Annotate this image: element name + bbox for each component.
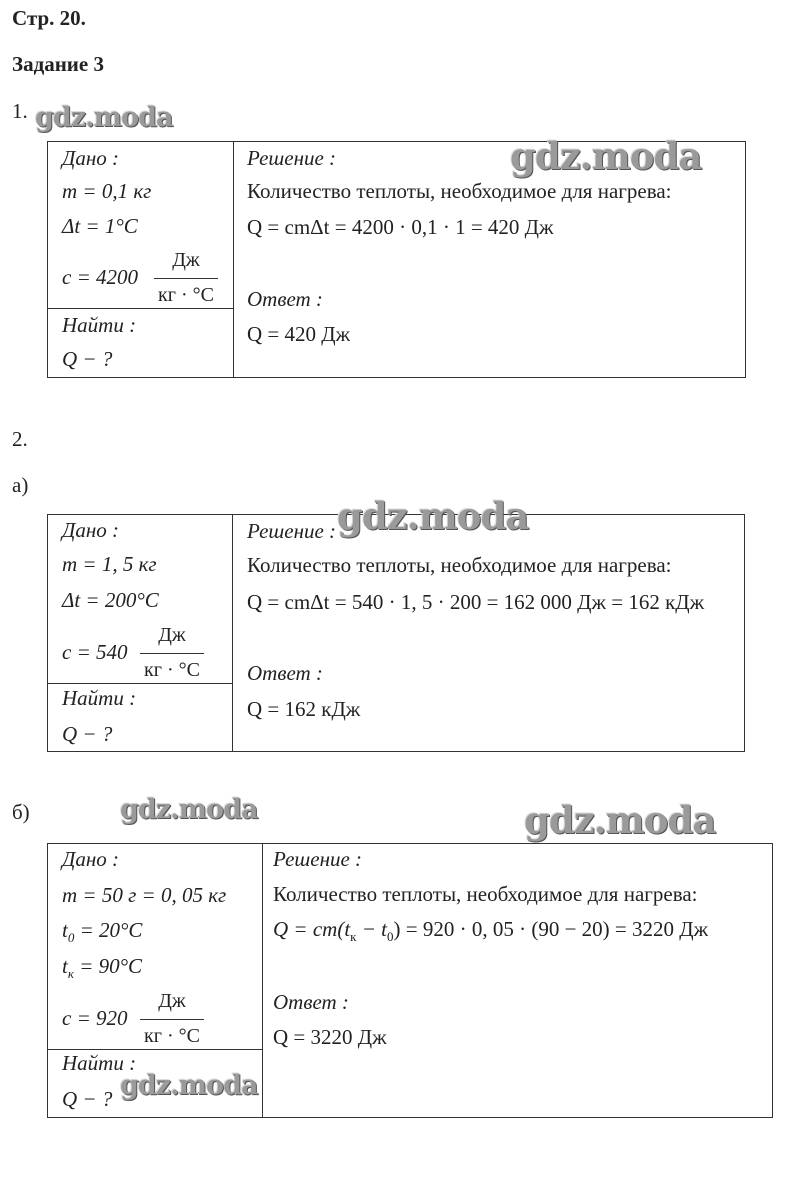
find-label: Найти : [62,313,137,337]
solution-text: Количество теплоты, необходимое для нагрева: [247,179,672,203]
solution-label: Решение : [247,519,337,543]
given-mass: m = 50 г = 0, 05 кг [62,883,227,907]
watermark: gdz.moda [120,794,258,825]
row-divider [48,683,233,684]
formula-sub: 0 [387,929,394,945]
task-title: Задание 3 [12,52,104,76]
answer-label: Ответ : [247,287,323,311]
find-q: Q − ? [62,722,113,746]
given-label: Дано : [62,847,120,871]
watermark: gdz.moda [120,1070,258,1101]
unit-denominator: кг · °C [144,1025,200,1047]
given-c: c = 920 [62,1006,128,1030]
watermark: gdz.moda [524,798,716,842]
solution-formula: Q = cmΔt = 540 · 1, 5 · 200 = 162 000 Дж = 162 кДж [247,590,705,614]
row-divider [48,308,234,309]
watermark: gdz.moda [337,494,529,538]
watermark: gdz.moda [35,102,173,133]
problem-2a-table [47,514,745,752]
given-delta-t: Δt = 1°C [62,214,138,238]
unit-denominator: кг · °C [144,659,200,681]
tk-var: t [62,954,68,978]
formula-part: ) = 920 · 0, 05 · (90 − 20) = 3220 Дж [393,917,709,941]
unit-numerator: Дж [140,989,204,1020]
answer-label: Ответ : [273,990,349,1014]
page-title: Стр. 20. [12,6,86,30]
problem-number: 1. [12,99,28,123]
find-label: Найти : [62,686,137,710]
formula-sub: к [350,929,357,945]
unit-numerator: Дж [154,248,218,279]
given-t0 [62,918,142,950]
answer-value: Q = 3220 Дж [273,1025,387,1049]
unit-fraction [140,989,204,1048]
solution-label: Решение : [247,146,337,170]
find-label: Найти : [62,1051,137,1075]
t0-value: = 20°C [74,918,143,942]
column-divider [233,142,234,377]
subproblem-label: б) [12,800,30,824]
row-divider [48,1049,263,1050]
given-c: c = 4200 [62,265,138,289]
column-divider [232,515,233,751]
t0-sub: 0 [67,930,75,946]
solution-text: Количество теплоты, необходимое для нагрева: [247,553,672,577]
unit-fraction [140,623,204,682]
find-q: Q − ? [62,347,113,371]
tk-sub: к [67,966,74,982]
given-mass: m = 0,1 кг [62,179,152,203]
solution-formula [273,917,708,949]
answer-value: Q = 162 кДж [247,697,361,721]
unit-denominator: кг · °C [158,284,214,306]
column-divider [262,844,263,1117]
given-label: Дано : [62,146,120,170]
tk-value: = 90°C [73,954,143,978]
given-mass: m = 1, 5 кг [62,552,157,576]
given-tk [62,954,142,986]
answer-value: Q = 420 Дж [247,322,351,346]
find-q: Q − ? [62,1087,113,1111]
answer-label: Ответ : [247,661,323,685]
subproblem-label: а) [12,473,29,497]
problem-number: 2. [12,427,28,451]
t0-var: t [62,918,68,942]
solution-text: Количество теплоты, необходимое для нагрева: [273,882,698,906]
unit-fraction [154,248,218,307]
unit-numerator: Дж [140,623,204,654]
given-c: c = 540 [62,640,128,664]
formula-part: − t [356,917,387,941]
given-delta-t: Δt = 200°C [62,588,159,612]
given-label: Дано : [62,518,120,542]
solution-label: Решение : [273,847,363,871]
watermark: gdz.moda [510,134,702,178]
formula-part: Q = cm(t [273,917,351,941]
solution-formula: Q = cmΔt = 4200 · 0,1 · 1 = 420 Дж [247,215,554,239]
